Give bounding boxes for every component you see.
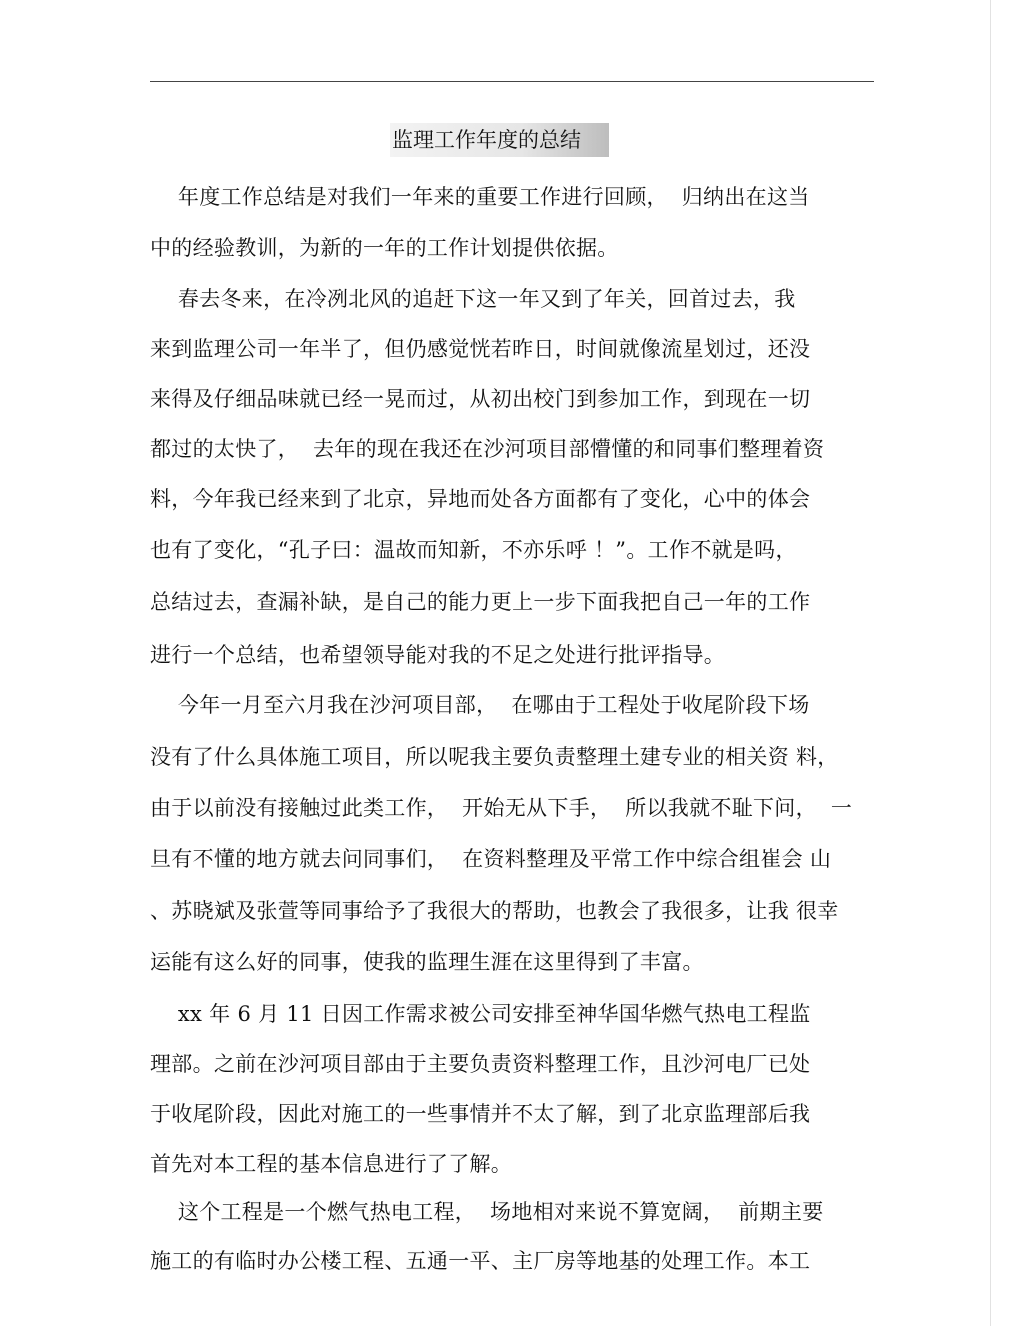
text-line: 首先对本工程的基本信息进行了了解。 bbox=[150, 1152, 513, 1176]
text-line: 运能有这么好的同事，使我的监理生涯在这里得到了丰富。 bbox=[150, 950, 704, 974]
document-title: 监理工作年度的总结 bbox=[390, 123, 609, 157]
text-line: 理部。之前在沙河项目部由于主要负责资料整理工作，且沙河电厂已处 bbox=[150, 1052, 811, 1076]
text-line: xx 年 6 月 11 日因工作需求被公司安排至神华国华燃气热电工程监 bbox=[150, 1002, 811, 1026]
text-line: 春去冬来，在冷冽北风的追赶下这一年又到了年关，回首过去，我 bbox=[150, 287, 796, 311]
text-line: 、苏晓斌及张萱等同事给予了我很大的帮助，也教会了我很多，让我 很幸 bbox=[150, 899, 839, 923]
header-rule bbox=[150, 81, 874, 82]
text-line: 来到监理公司一年半了，但仍感觉恍若昨日，时间就像流星划过，还没 bbox=[150, 337, 811, 361]
text-line: 进行一个总结，也希望领导能对我的不足之处进行批评指导。 bbox=[150, 643, 726, 667]
text-line: 也有了变化，“孔子曰：温故而知新，不亦乐呼 ！”。工作不就是吗， bbox=[150, 538, 797, 562]
text-line: 料，今年我已经来到了北京，异地而处各方面都有了变化，心中的体会 bbox=[150, 487, 811, 511]
text-line: 施工的有临时办公楼工程、五通一平、主厂房等地基的处理工作。本工 bbox=[150, 1249, 811, 1273]
text-line: 今年一月至六月我在沙河项目部， 在哪由于工程处于收尾阶段下场 bbox=[150, 693, 810, 717]
text-line: 于收尾阶段，因此对施工的一些事情并不太了解，到了北京监理部后我 bbox=[150, 1102, 811, 1126]
text-line: 旦有不懂的地方就去问同事们， 在资料整理及平常工作中综合组崔会 山 bbox=[150, 847, 832, 871]
text-line: 年度工作总结是对我们一年来的重要工作进行回顾， 归纳出在这当 bbox=[150, 185, 810, 209]
text-line: 由于以前没有接触过此类工作， 开始无从下手， 所以我就不耻下问， 一 bbox=[150, 796, 853, 820]
text-line: 都过的太快了， 去年的现在我还在沙河项目部懵懂的和同事们整理着资 bbox=[150, 437, 825, 461]
text-line: 中的经验教训，为新的一年的工作计划提供依据。 bbox=[150, 236, 619, 260]
text-line: 没有了什么具体施工项目，所以呢我主要负责整理土建专业的相关资 料， bbox=[150, 745, 839, 769]
page-right-edge bbox=[990, 0, 991, 1326]
text-line: 总结过去，查漏补缺，是自己的能力更上一步下面我把自己一年的工作 bbox=[150, 590, 811, 614]
text-line: 这个工程是一个燃气热电工程， 场地相对来说不算宽阔， 前期主要 bbox=[150, 1200, 824, 1224]
text-line: 来得及仔细品味就已经一晃而过，从初出校门到参加工作，到现在一切 bbox=[150, 387, 811, 411]
